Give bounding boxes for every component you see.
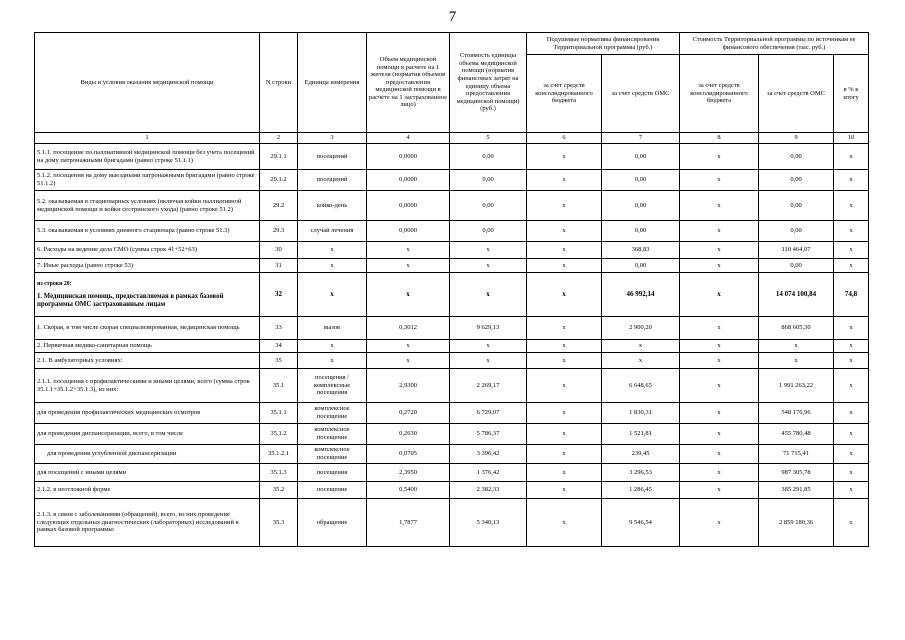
cell-col-6: x <box>527 353 602 369</box>
header-unit: Единица измерения <box>298 33 367 133</box>
cell-col-5: 0,00 <box>450 221 527 242</box>
cell-col-5: 6 729,07 <box>450 403 527 424</box>
cell-col-6: x <box>527 464 602 482</box>
cell-col-4: 0,0000 <box>367 144 450 170</box>
table-row <box>35 242 869 259</box>
table-row <box>35 340 869 353</box>
row-label: 5.1.1. посещение по паллиативной медицинской помощи без учета посещений на дому патронажными бригадами (равно строке 51.1.1) <box>35 144 260 170</box>
cell-col-7: 1 286,45 <box>602 482 680 499</box>
row-label: 7. Иные расходы (равно строке 53) <box>35 259 260 273</box>
header-unit-cost: Стоимость единицы объема медицинской помощи (норматив финансовых затрат на единицу объема предоставления медицинской помощи) (руб.) <box>450 33 527 133</box>
cell-col-8: x <box>680 221 759 242</box>
table-row <box>35 482 869 499</box>
cell-col-3: обращение <box>298 499 367 547</box>
column-number: 1 <box>35 133 260 144</box>
cell-col-3: комплексное посещение <box>298 403 367 424</box>
cell-col-4: 2,3950 <box>367 464 450 482</box>
cell-col-4: 0,2630 <box>367 424 450 445</box>
header-row-1 <box>35 33 869 55</box>
cell-col-7: 3 296,53 <box>602 464 680 482</box>
cell-col-4: 0,0000 <box>367 170 450 191</box>
cell-col-5: 5 340,13 <box>450 499 527 547</box>
cell-col-2: 29.2 <box>260 191 298 221</box>
cell-col-2: 35.1.1 <box>260 403 298 424</box>
row-label: 5.1.2. посещения на дому выездными патронажными бригадами (равно строке 51.1.2) <box>35 170 260 191</box>
cell-col-10: x <box>834 353 869 369</box>
cell-col-6: x <box>527 259 602 273</box>
cell-col-3: комплексное посещение <box>298 424 367 445</box>
cell-col-7: 1 830,31 <box>602 403 680 424</box>
cell-col-9: x <box>759 353 834 369</box>
cell-col-6: x <box>527 170 602 191</box>
cell-col-3: посещений <box>298 170 367 191</box>
header-cost-oms: за счет средств ОМС <box>759 55 834 133</box>
header-cost-budget: за счет средств консолидированного бюджета <box>680 55 759 133</box>
cell-col-9: 0,00 <box>759 144 834 170</box>
cell-col-9: 0,00 <box>759 170 834 191</box>
cell-col-6: x <box>527 369 602 403</box>
table-row <box>35 464 869 482</box>
cell-col-5: 5 786,37 <box>450 424 527 445</box>
row-label <box>35 273 260 317</box>
cell-col-6: x <box>527 424 602 445</box>
cell-col-10: x <box>834 499 869 547</box>
cell-col-9: 0,00 <box>759 191 834 221</box>
cell-col-3: x <box>298 353 367 369</box>
cell-col-7: 0,00 <box>602 221 680 242</box>
column-number: 9 <box>759 133 834 144</box>
cell-col-9: 14 074 100,84 <box>759 273 834 317</box>
row-label: 2. Первичная медико-санитарная помощь <box>35 340 260 353</box>
cell-col-10: x <box>834 445 869 464</box>
cell-col-3: x <box>298 259 367 273</box>
cell-col-2: 35.1.3 <box>260 464 298 482</box>
cell-col-8: x <box>680 273 759 317</box>
cell-col-2: 35.1.2 <box>260 424 298 445</box>
cell-col-3: посещение <box>298 482 367 499</box>
row-label: 5.2. оказываемая в стационарных условиях (включая койки паллиативной медицинской помощи и койки сестринского ухода) (равно строке 51.2) <box>35 191 260 221</box>
header-program-cost: Стоимость Территориальной программы по источникам ее финансового обеспечения (тыс. руб.) <box>680 33 869 55</box>
header-per-capita-norms: Подушевые нормативы финансирования Территориальной программы (руб.) <box>527 33 680 55</box>
cell-col-2: 33 <box>260 317 298 340</box>
cell-col-7: 0,00 <box>602 170 680 191</box>
cell-col-4: x <box>367 259 450 273</box>
cell-col-3: посещения <box>298 464 367 482</box>
cell-col-9: 385 291,85 <box>759 482 834 499</box>
table-row <box>35 273 869 317</box>
cell-col-5: x <box>450 259 527 273</box>
cell-col-8: x <box>680 259 759 273</box>
cell-col-9: 1 991 263,22 <box>759 369 834 403</box>
table-row <box>35 424 869 445</box>
cell-col-6: x <box>527 144 602 170</box>
row-label: для проведения углубленной диспансеризации <box>35 445 260 464</box>
cell-col-8: x <box>680 353 759 369</box>
cell-col-2: 35.2 <box>260 482 298 499</box>
cell-col-5: 3 396,42 <box>450 445 527 464</box>
cell-col-4: 0,5400 <box>367 482 450 499</box>
cell-col-4: 0,2720 <box>367 403 450 424</box>
cell-col-6: x <box>527 221 602 242</box>
cell-col-5: 9 629,13 <box>450 317 527 340</box>
cell-col-9: 548 176,96 <box>759 403 834 424</box>
table-row <box>35 353 869 369</box>
cell-col-10: x <box>834 221 869 242</box>
cell-col-7: 0,00 <box>602 259 680 273</box>
page-number: 7 <box>448 9 457 25</box>
cell-col-4: x <box>367 242 450 259</box>
cell-col-2: 34 <box>260 340 298 353</box>
cell-col-8: x <box>680 464 759 482</box>
cell-col-7: 46 992,14 <box>602 273 680 317</box>
cell-col-4: 2,9300 <box>367 369 450 403</box>
cell-col-6: x <box>527 242 602 259</box>
cell-col-8: x <box>680 499 759 547</box>
table-row <box>35 170 869 191</box>
cell-col-8: x <box>680 369 759 403</box>
cell-col-2: 31 <box>260 259 298 273</box>
cell-col-7: 9 546,54 <box>602 499 680 547</box>
column-number: 10 <box>834 133 869 144</box>
cell-col-8: x <box>680 144 759 170</box>
header-volume-per-resident: Объем медицинской помощи в расчете на 1 жителя (норматив объемов предоставления медицинской помощи в расчете на 1 застрахованное лицо) <box>367 33 450 133</box>
cell-col-10: x <box>834 242 869 259</box>
row-label: для посещений с иными целями <box>35 464 260 482</box>
table-row <box>35 499 869 547</box>
cell-col-2: 35.1 <box>260 369 298 403</box>
cell-col-8: x <box>680 482 759 499</box>
cell-col-3: койко-день <box>298 191 367 221</box>
table-row <box>35 191 869 221</box>
row-label: 2.1.2. в неотложной форме <box>35 482 260 499</box>
cell-col-2: 29.1.2 <box>260 170 298 191</box>
row-label: 6. Расходы на ведение дела СМО (сумма строк 41+52+63) <box>35 242 260 259</box>
cell-col-10: 74,8 <box>834 273 869 317</box>
table-row <box>35 369 869 403</box>
cell-col-4: 0,0705 <box>367 445 450 464</box>
column-number: 4 <box>367 133 450 144</box>
cell-col-7: x <box>602 353 680 369</box>
cell-col-8: x <box>680 242 759 259</box>
row-label: 1. Скорая, в том числе скорая специализированная, медицинская помощь <box>35 317 260 340</box>
header-kinds-conditions: Виды и условия оказания медицинской помощи <box>35 33 260 133</box>
header-cost-percent: в % к итогу <box>834 55 869 133</box>
cell-col-10: x <box>834 464 869 482</box>
cell-col-9: 868 605,30 <box>759 317 834 340</box>
cell-col-10: x <box>834 403 869 424</box>
table-row <box>35 259 869 273</box>
cell-col-8: x <box>680 424 759 445</box>
cell-col-8: x <box>680 317 759 340</box>
cell-col-7: 0,00 <box>602 191 680 221</box>
cell-col-10: x <box>834 424 869 445</box>
cell-col-5: x <box>450 340 527 353</box>
table-row <box>35 144 869 170</box>
header-row-number: N строки <box>260 33 298 133</box>
cell-col-6: x <box>527 317 602 340</box>
cell-col-5: 0,00 <box>450 144 527 170</box>
cell-col-6: x <box>527 191 602 221</box>
column-number: 2 <box>260 133 298 144</box>
cell-col-6: x <box>527 499 602 547</box>
cell-col-10: x <box>834 482 869 499</box>
cell-col-5: x <box>450 242 527 259</box>
cell-col-5: x <box>450 353 527 369</box>
cell-col-4: x <box>367 353 450 369</box>
cell-col-10: x <box>834 170 869 191</box>
column-number: 6 <box>527 133 602 144</box>
cell-col-4: 0,3012 <box>367 317 450 340</box>
cell-col-6: x <box>527 403 602 424</box>
cell-col-3: посещений <box>298 144 367 170</box>
column-number: 7 <box>602 133 680 144</box>
cell-col-7: 239,45 <box>602 445 680 464</box>
cell-col-4: 0,0000 <box>367 221 450 242</box>
cell-col-5: 1 376,42 <box>450 464 527 482</box>
cell-col-10: x <box>834 340 869 353</box>
cell-col-4: x <box>367 273 450 317</box>
table-row <box>35 221 869 242</box>
cell-col-9: 987 305,78 <box>759 464 834 482</box>
cell-col-8: x <box>680 340 759 353</box>
cell-col-8: x <box>680 403 759 424</box>
column-number: 3 <box>298 133 367 144</box>
cell-col-2: 29.1.1 <box>260 144 298 170</box>
cell-col-10: x <box>834 144 869 170</box>
cell-col-2: 35.3 <box>260 499 298 547</box>
cell-col-8: x <box>680 445 759 464</box>
cell-col-9: 2 859 180,36 <box>759 499 834 547</box>
cell-col-4: x <box>367 340 450 353</box>
row-label: 2.1.1. посещения с профилактическими и иными целями, всего (сумма строк 35.1.1+35.1.2+35.1.3), из них: <box>35 369 260 403</box>
cell-col-10: x <box>834 317 869 340</box>
cell-col-3: комплексное посещение <box>298 445 367 464</box>
column-number: 5 <box>450 133 527 144</box>
cell-col-7: 368,83 <box>602 242 680 259</box>
cell-col-3: посещения / комплексные посещения <box>298 369 367 403</box>
cell-col-3: вызов <box>298 317 367 340</box>
cell-col-7: x <box>602 340 680 353</box>
cell-col-9: 71 715,41 <box>759 445 834 464</box>
cell-col-3: x <box>298 273 367 317</box>
table-row <box>35 445 869 464</box>
cell-col-3: случай лечения <box>298 221 367 242</box>
table-row <box>35 403 869 424</box>
cell-col-7: 6 648,65 <box>602 369 680 403</box>
cell-col-5: 2 269,17 <box>450 369 527 403</box>
cell-col-10: x <box>834 369 869 403</box>
cell-col-2: 35 <box>260 353 298 369</box>
column-number-row <box>35 133 869 144</box>
table-row <box>35 317 869 340</box>
cell-col-7: 0,00 <box>602 144 680 170</box>
row-label-prefix: из строки 20: <box>37 280 72 287</box>
cell-col-4: 1,7877 <box>367 499 450 547</box>
cell-col-9: 0,00 <box>759 259 834 273</box>
row-label: 2.1. В амбулаторных условиях: <box>35 353 260 369</box>
cell-col-9: 110 464,07 <box>759 242 834 259</box>
cell-col-2: 35.1.2.1 <box>260 445 298 464</box>
cell-col-5: 2 382,33 <box>450 482 527 499</box>
cell-col-5: x <box>450 273 527 317</box>
cell-col-10: x <box>834 191 869 221</box>
cell-col-2: 29.3 <box>260 221 298 242</box>
cell-col-9: x <box>759 340 834 353</box>
row-label: для проведения профилактических медицинских осмотров <box>35 403 260 424</box>
cell-col-8: x <box>680 191 759 221</box>
cell-col-9: 0,00 <box>759 221 834 242</box>
cell-col-6: x <box>527 482 602 499</box>
header-norms-budget: за счет средств консолидированного бюджета <box>527 55 602 133</box>
row-label: 5.3. оказываемая в условиях дневного стационара (равно строке 51.3) <box>35 221 260 242</box>
cell-col-5: 0,00 <box>450 170 527 191</box>
cell-col-6: x <box>527 445 602 464</box>
cell-col-7: 1 521,81 <box>602 424 680 445</box>
cell-col-8: x <box>680 170 759 191</box>
cell-col-6: x <box>527 340 602 353</box>
cell-col-4: 0,0000 <box>367 191 450 221</box>
row-label: для проведения диспансеризации, всего, в том числе <box>35 424 260 445</box>
cell-col-10: x <box>834 259 869 273</box>
financing-table <box>34 32 869 547</box>
cell-col-7: 2 900,20 <box>602 317 680 340</box>
cell-col-3: x <box>298 340 367 353</box>
cell-col-3: x <box>298 242 367 259</box>
row-label-bold: 1. Медицинская помощь, предоставляемая в рамках базовой программы ОМС застрахованным лицам <box>37 293 224 308</box>
cell-col-2: 32 <box>260 273 298 317</box>
header-norms-oms: за счет средств ОМС <box>602 55 680 133</box>
column-number: 8 <box>680 133 759 144</box>
row-label: 2.1.3. в связи с заболеваниями (обращений), всего, из них проведение следующих отдельных диагностических (лабораторных) исследований в рамках базовой программы: <box>35 499 260 547</box>
cell-col-2: 30 <box>260 242 298 259</box>
cell-col-6: x <box>527 273 602 317</box>
cell-col-5: 0,00 <box>450 191 527 221</box>
cell-col-9: 455 780,48 <box>759 424 834 445</box>
